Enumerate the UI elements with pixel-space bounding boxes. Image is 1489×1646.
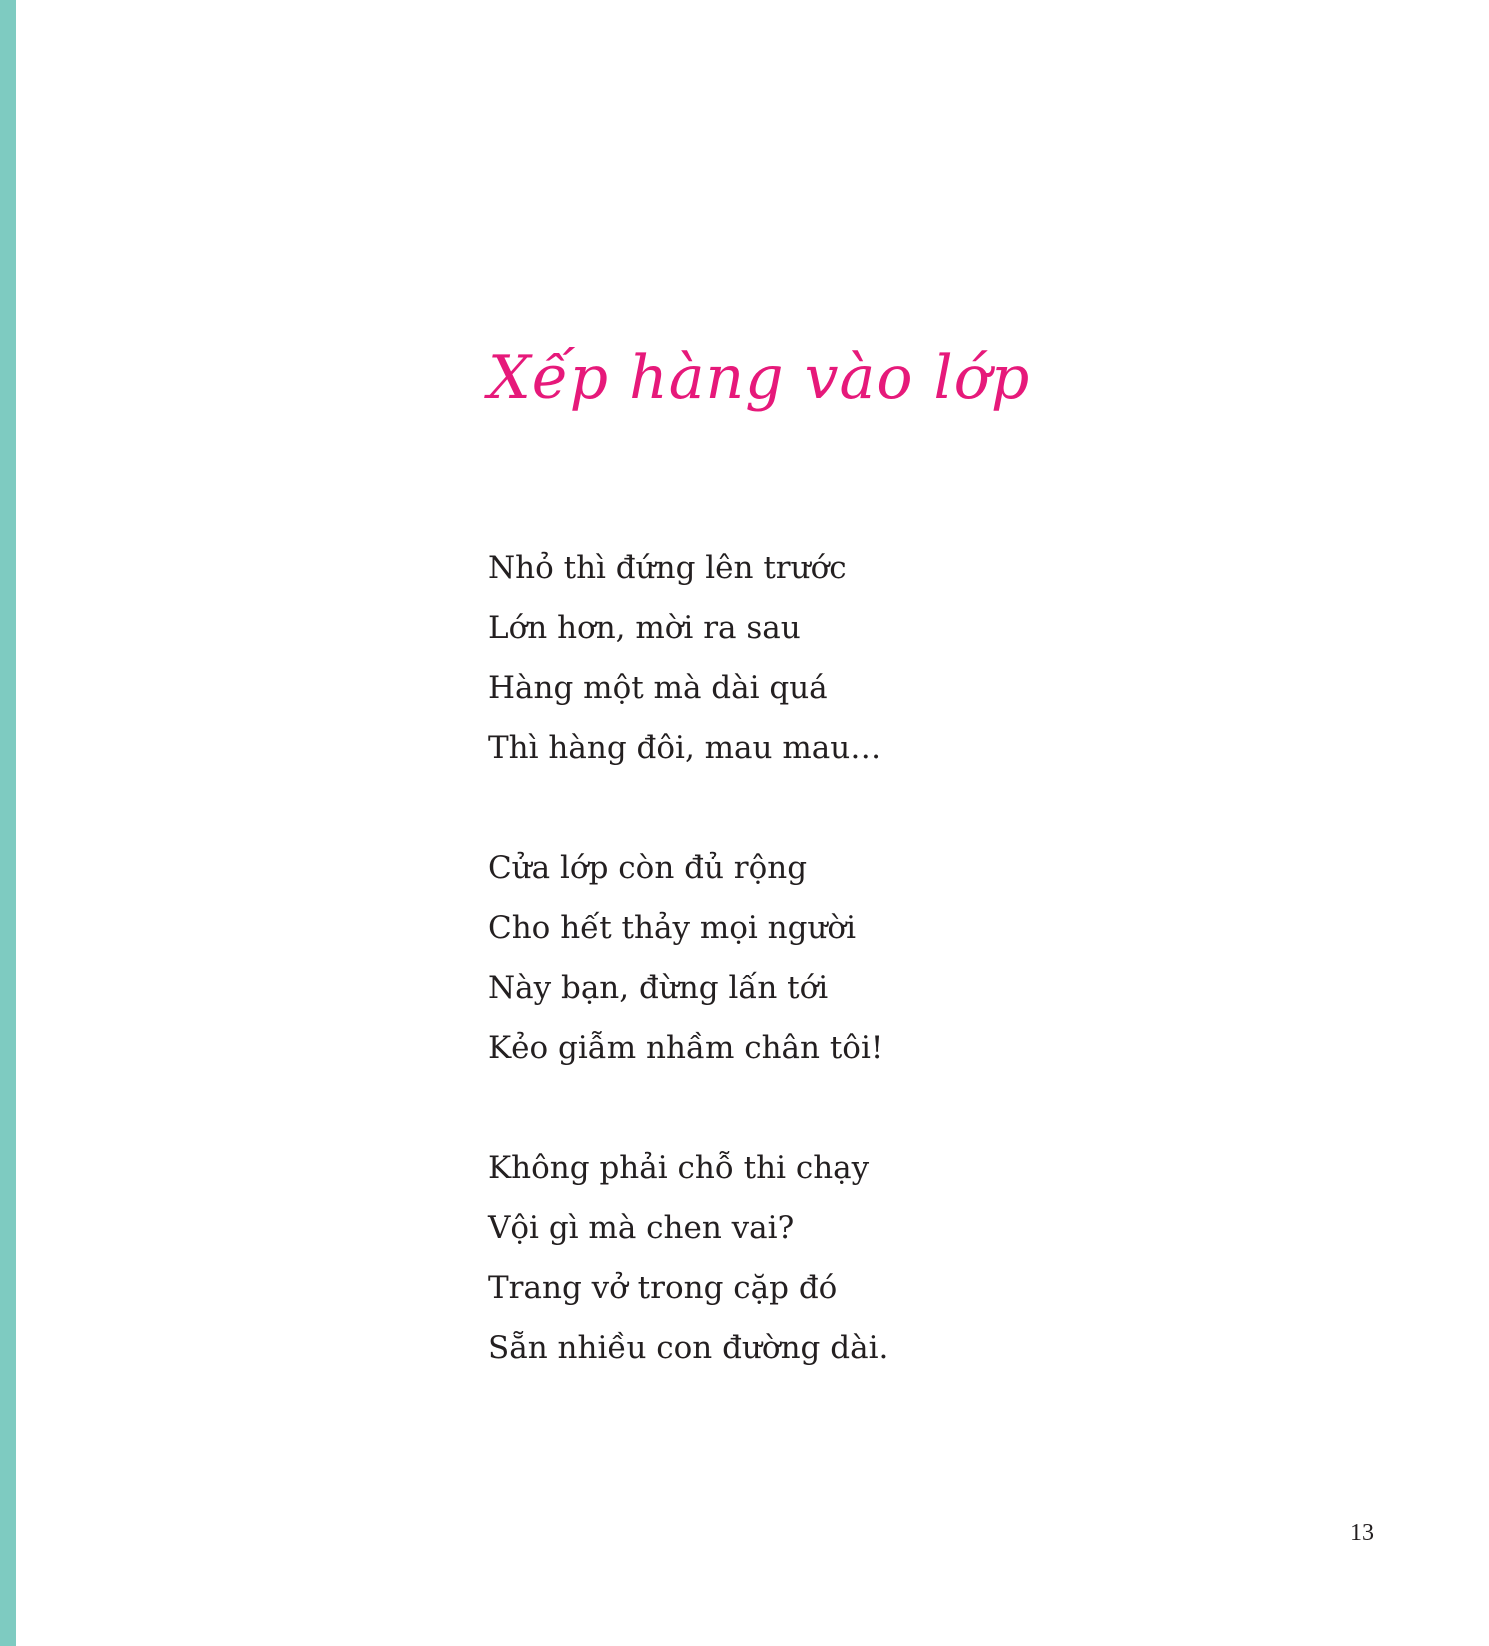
poem-body xyxy=(488,538,1188,1378)
stanza-3 xyxy=(488,1138,1188,1378)
verse-line: Cửa lớp còn đủ rộng xyxy=(488,850,808,886)
page-edge-stripe xyxy=(0,0,16,1646)
verse-line: Không phải chỗ thi chạy xyxy=(488,1150,870,1186)
verse-line: Trang vở trong cặp đó xyxy=(488,1270,838,1306)
stanza-1 xyxy=(488,538,1188,778)
verse-line: Hàng một mà dài quá xyxy=(488,670,828,706)
poem-title: Xếp hàng vào lớp xyxy=(488,343,1031,413)
verse-line: Sẵn nhiều con đường dài. xyxy=(488,1330,889,1366)
verse-line: Thì hàng đôi, mau mau… xyxy=(488,730,882,766)
verse-line: Nhỏ thì đứng lên trước xyxy=(488,550,847,586)
verse-line: Cho hết thảy mọi người xyxy=(488,910,857,946)
page-number: 13 xyxy=(1350,1520,1374,1546)
verse-line: Lớn hơn, mời ra sau xyxy=(488,610,801,646)
stanza-2 xyxy=(488,838,1188,1078)
verse-line: Kẻo giẫm nhầm chân tôi! xyxy=(488,1030,884,1066)
verse-line: Vội gì mà chen vai? xyxy=(488,1210,795,1246)
verse-line: Này bạn, đừng lấn tới xyxy=(488,970,829,1006)
